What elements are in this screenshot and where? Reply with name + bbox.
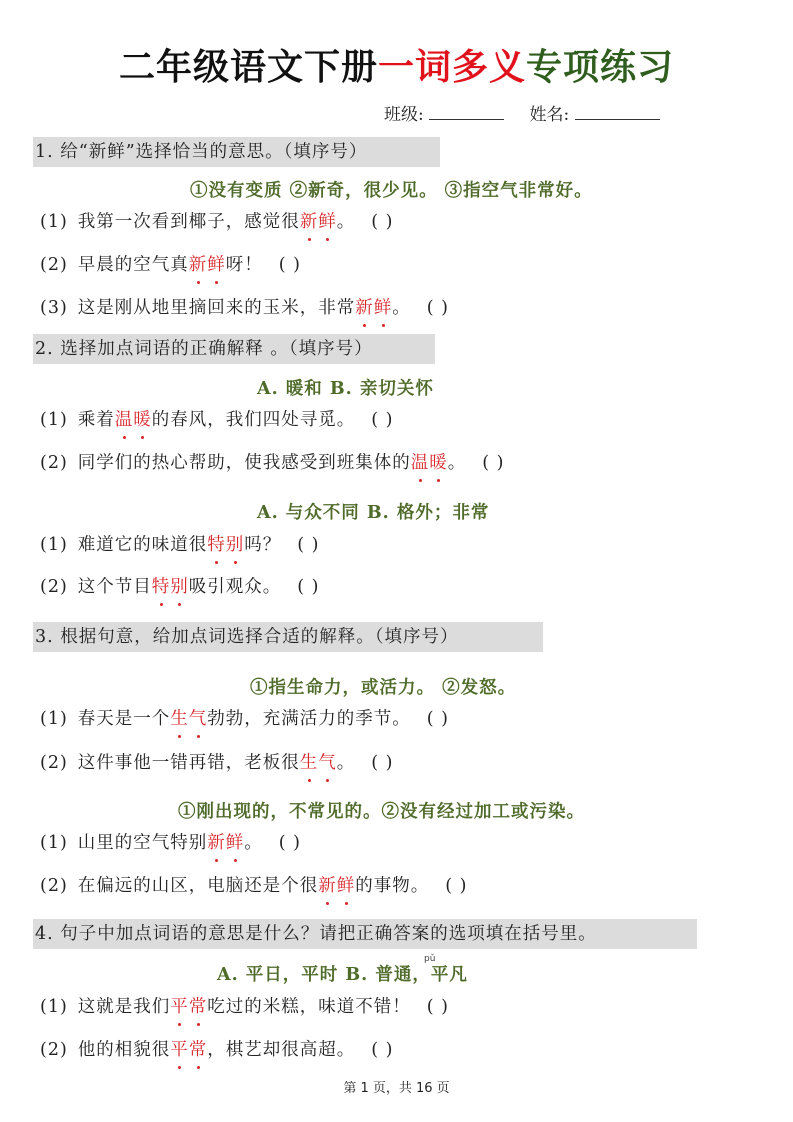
name-field[interactable] xyxy=(575,101,660,120)
question-line: (2) 同学们的热心帮助，使我感受到班集体的温暖。 ( ) xyxy=(40,448,505,478)
question-line: (2) 这个节目特别吸引观众。 ( ) xyxy=(40,572,320,602)
question-line: (1) 我第一次看到椰子，感觉很新鲜。 ( ) xyxy=(40,207,394,237)
pinyin-annotation: pǔ xyxy=(424,954,436,964)
question-line: (1) 山里的空气特别新鲜。 ( ) xyxy=(40,828,301,858)
section-2-options-a: A. 暖和 B. 亲切关怀 xyxy=(257,379,434,399)
title-grade: 二年级语文下册 xyxy=(118,46,378,88)
name-class-bar xyxy=(384,101,660,128)
question-line: (1) 这就是我们平常吃过的米糕，味道不错！ ( ) xyxy=(40,992,449,1022)
answer-blank[interactable]: ( ) xyxy=(278,255,302,275)
answer-blank[interactable]: ( ) xyxy=(371,212,394,232)
answer-blank[interactable]: ( ) xyxy=(278,833,302,853)
question-line: (2) 早晨的空气真新鲜呀！ ( ) xyxy=(40,250,301,280)
keyword: 平常 xyxy=(170,1040,207,1060)
keyword: 新鲜 xyxy=(189,255,226,275)
answer-blank[interactable]: ( ) xyxy=(371,753,394,773)
keyword: 温暖 xyxy=(411,453,448,473)
keyword: 新鲜 xyxy=(318,876,355,896)
section-4-heading: 4. 句子中加点词语的意思是什么？请把正确答案的选项填在括号里。 xyxy=(33,919,697,949)
answer-blank[interactable]: ( ) xyxy=(297,577,320,597)
page-footer: 第 1 页，共 16 页 xyxy=(343,1081,450,1096)
section-1-heading: 1. 给“新鲜”选择恰当的意思。（填序号） xyxy=(33,137,440,167)
answer-blank[interactable]: ( ) xyxy=(426,298,450,318)
answer-blank[interactable]: ( ) xyxy=(426,997,450,1017)
class-label: 班级: xyxy=(384,105,424,125)
question-line: (1) 乘着温暖的春风，我们四处寻觅。 ( ) xyxy=(40,405,394,435)
keyword: 新鲜 xyxy=(207,833,244,853)
name-label: 姓名: xyxy=(529,105,570,125)
section-2-options-b: A. 与众不同 B. 格外；非常 xyxy=(257,503,490,523)
section-3-heading: 3. 根据句意，给加点词选择合适的解释。（填序号） xyxy=(33,622,543,652)
title-practice: 专项练习 xyxy=(526,46,675,88)
question-line: (2) 在偏远的山区，电脑还是个很新鲜的事物。 ( ) xyxy=(40,871,468,901)
answer-blank[interactable]: ( ) xyxy=(482,453,505,473)
class-field[interactable] xyxy=(429,101,504,120)
keyword: 生气 xyxy=(300,753,337,773)
question-line: (2) 他的相貌很平常，棋艺却很高超。 ( ) xyxy=(40,1035,394,1065)
answer-blank[interactable]: ( ) xyxy=(445,876,468,896)
keyword: 新鲜 xyxy=(355,298,392,318)
title-topic: 一词多义 xyxy=(377,46,526,88)
keyword: 平常 xyxy=(170,997,207,1017)
keyword: 新鲜 xyxy=(300,212,337,232)
keyword: 特别 xyxy=(207,535,244,555)
keyword: 特别 xyxy=(152,577,189,597)
section-3-options-b: ①刚出现的，不常见的。②没有经过加工或污染。 xyxy=(178,802,585,822)
question-line: (1) 难道它的味道很特别吗？ ( ) xyxy=(40,530,320,560)
page-title xyxy=(0,40,793,94)
answer-blank[interactable]: ( ) xyxy=(371,410,394,430)
question-line: (1) 春天是一个生气勃勃，充满活力的季节。 ( ) xyxy=(40,704,449,734)
section-1-options: ①没有变质 ②新奇，很少见。 ③指空气非常好。 xyxy=(190,181,593,201)
section-3-options-a: ①指生命力，或活力。 ②发怒。 xyxy=(250,678,517,698)
answer-blank[interactable]: ( ) xyxy=(371,1040,394,1060)
answer-blank[interactable]: ( ) xyxy=(426,709,450,729)
keyword: 温暖 xyxy=(115,410,152,430)
question-line: (3) 这是刚从地里摘回来的玉米，非常新鲜。 ( ) xyxy=(40,293,449,323)
keyword: 生气 xyxy=(170,709,207,729)
answer-blank[interactable]: ( ) xyxy=(297,535,320,555)
section-2-heading: 2. 选择加点词语的正确解释 。（填序号） xyxy=(33,334,435,364)
question-line: (2) 这件事他一错再错，老板很生气。 ( ) xyxy=(40,748,394,778)
section-4-options: A. 平日，平时 B. 普通，平凡 xyxy=(217,965,468,985)
